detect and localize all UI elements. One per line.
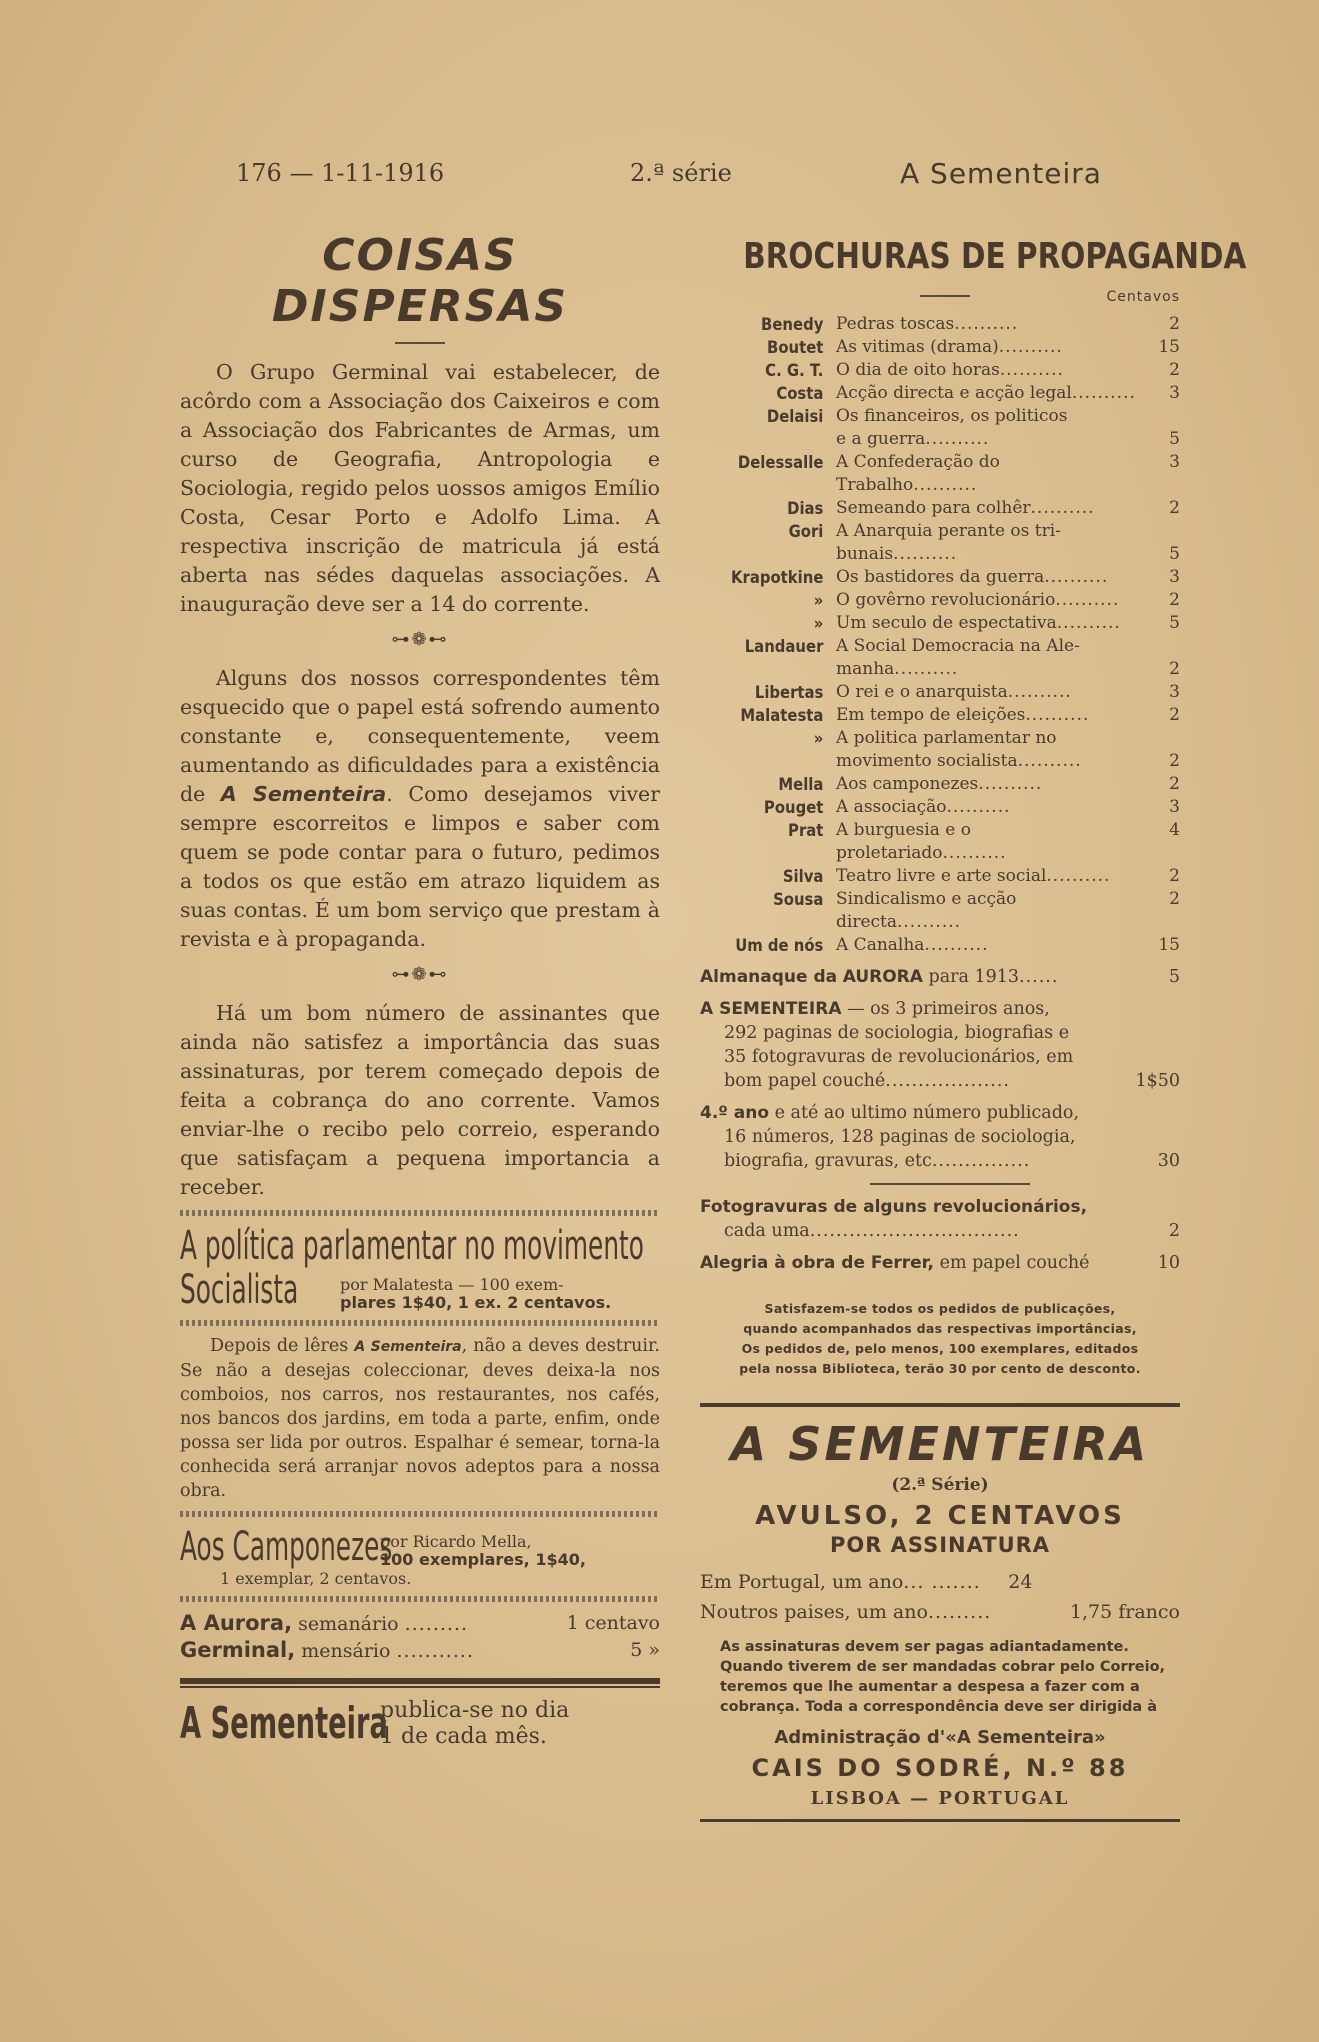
administration: Administração d'«A Sementeira» [774, 1727, 1106, 1748]
brochure-title-cell: O govêrno revolucionário.......... [836, 590, 1120, 610]
item-text: e até ao ultimo número publicado, [774, 1103, 1080, 1123]
brochure-row [700, 612, 1180, 635]
brochure-author: Krapotkine [730, 568, 824, 587]
item-text: para 1913 [928, 967, 1020, 987]
brochure-title: Acção directa e acção legal [836, 383, 1072, 403]
brochure-row [700, 934, 1180, 957]
publication-text [380, 1698, 569, 1750]
brochure-row [700, 497, 1180, 520]
brochure-row [700, 313, 1180, 336]
brochure-price [1146, 635, 1180, 658]
brochure-row [700, 773, 1180, 796]
brochure-title-cell: Pedras toscas.......... [836, 314, 1019, 334]
item-text: biografia, gravuras, etc [724, 1151, 932, 1171]
brochure-title: manha [836, 659, 895, 679]
brochure-author: » [813, 591, 824, 610]
brochure-title: movimento socialista [836, 751, 1018, 771]
brochure-row [700, 405, 1180, 428]
article-paragraph: Há um bom número de assinantes que ainda não satisfez a importância das suas assinaturas, por terem começado depois de feita a cobrança do ano corrente. Vamos enviar-lhe o recibo pelo correio, esperando que satisfaçam a pequena importancia a receber. [180, 1001, 660, 1199]
wavy-divider [180, 1210, 660, 1216]
item-price: 2 [1168, 1221, 1180, 1241]
ad-details [380, 1533, 586, 1569]
orders-notice [700, 1299, 1180, 1379]
item-head: Alegria à obra de Ferrer, [700, 1253, 935, 1273]
notice-line: pela nossa Biblioteca, terão 30 por cento de desconto. [739, 1361, 1141, 1376]
item-head: AURORA [842, 967, 923, 987]
notice-line: Satisfazem-se todos os pedidos de publicações, [764, 1301, 1116, 1316]
brochure-list [700, 313, 1180, 957]
brochure-price: 3 [1169, 452, 1180, 472]
item-text: cada uma [724, 1221, 810, 1241]
brochure-price: 5 [1169, 429, 1180, 449]
brochure-title: As vitimas (drama) [836, 337, 999, 357]
section-title: COISAS DISPERSAS [271, 230, 569, 332]
brochure-row [700, 336, 1180, 359]
ad-detail-line: por Ricardo Mella, [380, 1532, 532, 1551]
brochure-author: C. G. T. [765, 361, 824, 380]
brochure-title: Em tempo de eleições [836, 705, 1026, 725]
article-paragraph: O Grupo Germinal vai estabelecer, de acôrdo com a Associação dos Caixeiros e com a Associação dos Fabricantes de Armas, um curso de Geografia, Antropologia e Sociologia, regido pelos uossos amigos Emílio Costa, Cesar Porto e Adolfo Lima. A respectiva inscrição de matricula já está aberta nas sédes daquelas associações. A inauguração deve ser a 14 do corrente. [180, 360, 660, 616]
item-text: 35 fotogravuras de revolucionários, em [724, 1047, 1074, 1067]
brochure-author: Malatesta [740, 706, 824, 725]
page-header [230, 155, 1180, 195]
brochure-row [700, 819, 1180, 865]
brochure-author [714, 428, 836, 451]
brochure-author: Silva [782, 867, 824, 886]
brochure-price: 2 [1169, 590, 1180, 610]
wavy-divider [180, 1511, 660, 1517]
brochure-title-cell [836, 405, 1146, 428]
brochure-row [700, 727, 1180, 750]
brochure-price: 2 [1169, 360, 1180, 380]
brochure-title: bunais [836, 544, 894, 564]
subscription-price: Em Portugal, um ano... ....... 24 [700, 1567, 1180, 1597]
brochure-author: Mella [778, 775, 824, 794]
press-item: Germinal, mensário ........... 5 » [180, 1638, 660, 1662]
press-desc: semanário [298, 1613, 399, 1635]
price-label: Em Portugal, um ano [700, 1571, 904, 1593]
brochure-title-cell: Em tempo de eleições.......... [836, 705, 1090, 725]
item-text: em papel couché [939, 1253, 1090, 1273]
publication-notice [180, 1698, 660, 1750]
brochure-row [700, 359, 1180, 382]
brochure-author: Boutet [767, 338, 824, 357]
footer-paper-name: A Sementeira [180, 1698, 388, 1749]
brochure-price [1146, 727, 1180, 750]
divider [700, 1403, 1180, 1407]
centavos-label: Centavos [1106, 289, 1180, 305]
brochure-price: 2 [1169, 889, 1180, 909]
brochure-title-cell: As vitimas (drama).......... [836, 337, 1063, 357]
brochure-price: 15 [1158, 337, 1180, 357]
brochure-title: O dia de oito horas [836, 360, 1000, 380]
ad-paragraph [180, 1334, 660, 1503]
divider [700, 1819, 1180, 1822]
item-text: 16 números, 128 paginas de sociologia, [724, 1127, 1076, 1147]
brochure-price: 4 [1169, 820, 1180, 840]
brochure-title: Aos camponezes [836, 774, 979, 794]
issue-series: 2.ª série [630, 159, 732, 187]
brochure-row [700, 658, 1180, 681]
brochure-row [700, 451, 1180, 497]
brochure-title-cell: O dia de oito horas.......... [836, 360, 1064, 380]
brochure-author: Delaisi [766, 407, 824, 426]
brochure-title-cell: A burguesia e o proletariado.......... [836, 820, 1007, 863]
address: CAIS DO SODRÉ, N.º 88 [751, 1754, 1129, 1782]
single-copy-price: AVULSO, 2 CENTAVOS [755, 1501, 1125, 1531]
brochure-row [700, 681, 1180, 704]
brochure-author: Costa [776, 384, 824, 403]
paper-name: A Sementeira [900, 157, 1102, 190]
brochure-author: Um de nós [735, 936, 824, 955]
brochure-title: A associação [836, 797, 947, 817]
paragraph-text: , não a deves destruir. Se não a desejas coleccionar, deves deixa-la nos comboios, nos carros, nos restaurantes, nos cafés, nos bancos dos jardins, em toda a parte, enfim, onde possa ser lida por outros. Espalhar é semear, torna-la conhecida será arranjar novos adeptos para a nossa obra. [180, 1336, 660, 1501]
brochure-title-cell: Sindicalismo e acção directa.......... [836, 889, 1017, 932]
brochure-row [700, 520, 1180, 543]
divider [920, 295, 970, 297]
issue-date: 176 — 1-11-1916 [236, 159, 445, 187]
subscription-price: Noutros paises, um ano......... 1,75 franco [700, 1597, 1180, 1627]
brochure-title-cell: A Confederação do Trabalho.......... [836, 452, 1000, 495]
item-head: Almanaque da [700, 967, 838, 987]
brochure-title-cell: Teatro livre e arte social.......... [836, 866, 1111, 886]
item-text: 292 paginas de sociologia, biografias e [724, 1023, 1070, 1043]
press-price: 5 » [630, 1639, 660, 1661]
press-item: A Aurora, semanário ......... 1 centavo [180, 1611, 660, 1635]
brochure-title: A Social Democracia na Ale- [836, 636, 1080, 656]
brochure-author: Delessalle [737, 453, 824, 472]
paragraph-text: Depois de lêres [210, 1336, 349, 1356]
brochure-price: 3 [1169, 797, 1180, 817]
almanaque-item: Almanaque da AURORA para 1913...... 5 [700, 967, 1180, 987]
brochure-title: A burguesia e o proletariado [836, 820, 971, 863]
ad-title-line: A política parlamentar no movimento [180, 1223, 644, 1269]
brochure-title-cell [836, 727, 1146, 750]
ornament: ⊶❁⊷ [391, 964, 449, 985]
brochure-price: 3 [1169, 567, 1180, 587]
brochure-title-cell: manha.......... [836, 659, 959, 679]
brochure-author [714, 750, 836, 773]
brochure-price: 2 [1169, 751, 1180, 771]
price-value: 24 [1008, 1571, 1033, 1593]
brochure-row [700, 888, 1180, 934]
brochure-title: A Canalha [836, 935, 925, 955]
paragraph-text: Alguns dos nossos correspondentes têm esquecido que o papel está sofrendo aumento constante e, consequentemente, veem aumentando as dificuldades para a existência de [180, 666, 660, 806]
brochure-row [700, 865, 1180, 888]
city: LISBOA — PORTUGAL [810, 1788, 1070, 1809]
brochure-price: 15 [1158, 935, 1180, 955]
brochure-title: Os financeiros, os politicos [836, 406, 1068, 426]
paper-name-inline: A Sementeira [354, 1339, 462, 1355]
brochure-price: 2 [1169, 659, 1180, 679]
brochure-price: 2 [1169, 866, 1180, 886]
ad-details [340, 1276, 611, 1312]
wavy-divider [180, 1320, 660, 1326]
notice-line: Os pedidos de, pelo menos, 100 exemplares, editados [741, 1341, 1139, 1356]
book-ad [180, 1224, 660, 1312]
press-desc: mensário [301, 1640, 391, 1662]
brochure-row [700, 382, 1180, 405]
wavy-divider [180, 1596, 660, 1602]
brochure-price [1146, 520, 1180, 543]
price-label: Noutros paises, um ano [700, 1601, 928, 1623]
brochure-title: A Confederação do Trabalho [836, 452, 1000, 495]
brochure-price: 2 [1169, 498, 1180, 518]
brochure-price: 2 [1169, 705, 1180, 725]
subscription-notice: As assinaturas devem ser pagas adiantadamente. Quando tiverem de ser mandadas cobrar pelo Correio, teremos que lhe aumentar a despesa a fazer com a cobrança. Toda a correspondência deve ser dirigida à [720, 1639, 1166, 1715]
paragraph-text: . Como desejamos viver sempre escorreitos e limpos e saber com quem se pode contar para o futuro, pedimos a todos os que estão em atrazo liquidem as suas contas. É um bom serviço que prestam à revista e à propaganda. [180, 782, 660, 951]
brochure-title: O govêrno revolucionário [836, 590, 1056, 610]
brochure-author: Sousa [773, 890, 824, 909]
brochure-price: 5 [1169, 544, 1180, 564]
notice-line: quando acompanhados das respectivas importâncias, [743, 1321, 1137, 1336]
brochure-row [700, 704, 1180, 727]
ad-detail-line: 100 exemplares, 1$40, [380, 1550, 586, 1569]
brochure-title-cell: A associação.......... [836, 797, 1011, 817]
brochure-title-cell [836, 520, 1146, 543]
publication-line: 1 de cada mês. [380, 1724, 547, 1749]
brochure-row [700, 635, 1180, 658]
ad-title-line: Socialista [180, 1267, 299, 1313]
brochure-title: Um seculo de espectativa [836, 613, 1057, 633]
collection-item: 4.º ano e até ao ultimo número publicado, 16 números, 128 paginas de sociologia, biografia, gravuras, etc............... 30 [700, 1103, 1180, 1171]
brochure-price: 5 [1169, 613, 1180, 633]
brochure-price: 2 [1169, 314, 1180, 334]
brochure-title: Os bastidores da guerra [836, 567, 1045, 587]
brochure-row [700, 543, 1180, 566]
brochure-author: Gori [788, 522, 824, 541]
brochure-title: O rei e o anarquista [836, 682, 1008, 702]
item-price: 30 [1157, 1151, 1180, 1171]
brochure-row [700, 796, 1180, 819]
brochure-row [700, 566, 1180, 589]
photo-item: Fotogravuras de alguns revolucionários, cada uma................................ 2 [700, 1197, 1180, 1241]
brochure-row [700, 750, 1180, 773]
right-column [700, 230, 1247, 1832]
brochure-author [714, 543, 836, 566]
ad-detail-line: por Malatesta — 100 exem- [340, 1275, 564, 1294]
item-price: 1$50 [1135, 1071, 1180, 1091]
brochure-row [700, 428, 1180, 451]
brochure-author: » [813, 614, 824, 633]
brochure-author: Prat [788, 821, 824, 840]
ad-detail-line: plares 1$40, 1 ex. 2 centavos. [340, 1293, 612, 1312]
brochure-price: 2 [1169, 774, 1180, 794]
press-price: 1 centavo [566, 1612, 660, 1634]
item-price: 5 [1168, 967, 1180, 987]
brochure-title-cell: Aos camponezes.......... [836, 774, 1043, 794]
brochure-price: 3 [1169, 682, 1180, 702]
brochure-title-cell: bunais.......... [836, 544, 958, 564]
brochure-author [714, 658, 836, 681]
ad-detail-line: 1 exemplar, 2 centavos. [220, 1569, 412, 1588]
subscription-heading: POR ASSINATURA [829, 1533, 1051, 1557]
brochure-title: e a guerra [836, 429, 926, 449]
press-list [180, 1610, 660, 1664]
brochure-title-cell: Um seculo de espectativa.......... [836, 613, 1121, 633]
divider [180, 1686, 660, 1688]
brochure-author: Pouget [763, 798, 824, 817]
press-name: A Aurora, [180, 1611, 293, 1635]
brochure-title: Semeando para colhêr [836, 498, 1031, 518]
ad-row [180, 1268, 660, 1312]
allegory-item [700, 1251, 1180, 1275]
brochure-title: A politica parlamentar no [836, 728, 1057, 748]
brochure-author: Landauer [744, 637, 824, 656]
brochure-author: Libertas [754, 683, 824, 702]
brochure-title-cell: Acção directa e acção legal.......... [836, 383, 1136, 403]
left-column [180, 230, 660, 1750]
divider [180, 1678, 660, 1684]
brochure-title-cell [836, 635, 1146, 658]
brochure-author: Benedy [761, 315, 824, 334]
article-paragraph [180, 664, 660, 954]
paper-name-inline: A Sementeira [220, 782, 387, 806]
item-text: bom papel couché [724, 1071, 886, 1091]
brochure-title: Teatro livre e arte social [836, 866, 1047, 886]
brochure-author: Dias [787, 499, 824, 518]
divider [870, 1183, 1030, 1185]
section-title: BROCHURAS DE PROPAGANDA [743, 236, 1247, 277]
brochure-title: A Anarquia perante os tri- [836, 521, 1061, 541]
press-name: Germinal, [180, 1638, 296, 1662]
item-text: — os 3 primeiros anos, [847, 999, 1050, 1019]
brochure-row [700, 589, 1180, 612]
item-price: 10 [1157, 1253, 1180, 1273]
brochure-title: Pedras toscas [836, 314, 955, 334]
publication-line: publica-se no dia [380, 1698, 570, 1723]
brochure-title: Sindicalismo e acção directa [836, 889, 1017, 932]
brochure-author: » [813, 729, 824, 748]
masthead-title: A SEMENTEIRA [730, 1417, 1150, 1471]
brochure-title-cell: Semeando para colhêr.......... [836, 498, 1095, 518]
brochure-title-cell: e a guerra.......... [836, 429, 990, 449]
ad-title-line: Aos Camponezes [180, 1524, 393, 1570]
brochure-title-cell: O rei e o anarquista.......... [836, 682, 1072, 702]
brochure-title-cell: Os bastidores da guerra.......... [836, 567, 1109, 587]
ornament: ⊶❁⊷ [391, 629, 449, 650]
brochure-title-cell: A Canalha.......... [836, 935, 989, 955]
item-head: 4.º ano [700, 1103, 770, 1123]
brochure-title-cell: movimento socialista.......... [836, 751, 1082, 771]
item-head: Fotogravuras de alguns revolucionários, [700, 1197, 1088, 1217]
book-ad-camponezes [180, 1525, 660, 1569]
collection-item: A SEMENTEIRA — os 3 primeiros anos, 292 paginas de sociologia, biografias e 35 fotogravuras de revolucionários, em bom papel couché................... 1$50 [700, 999, 1180, 1091]
price-value: 1,75 franco [1069, 1601, 1180, 1623]
divider [395, 342, 445, 344]
item-head: A SEMENTEIRA [700, 999, 842, 1019]
masthead-series: (2.ª Série) [891, 1475, 989, 1495]
brochure-price: 3 [1169, 383, 1180, 403]
price-column-header [700, 287, 1180, 313]
brochure-price [1146, 405, 1180, 428]
